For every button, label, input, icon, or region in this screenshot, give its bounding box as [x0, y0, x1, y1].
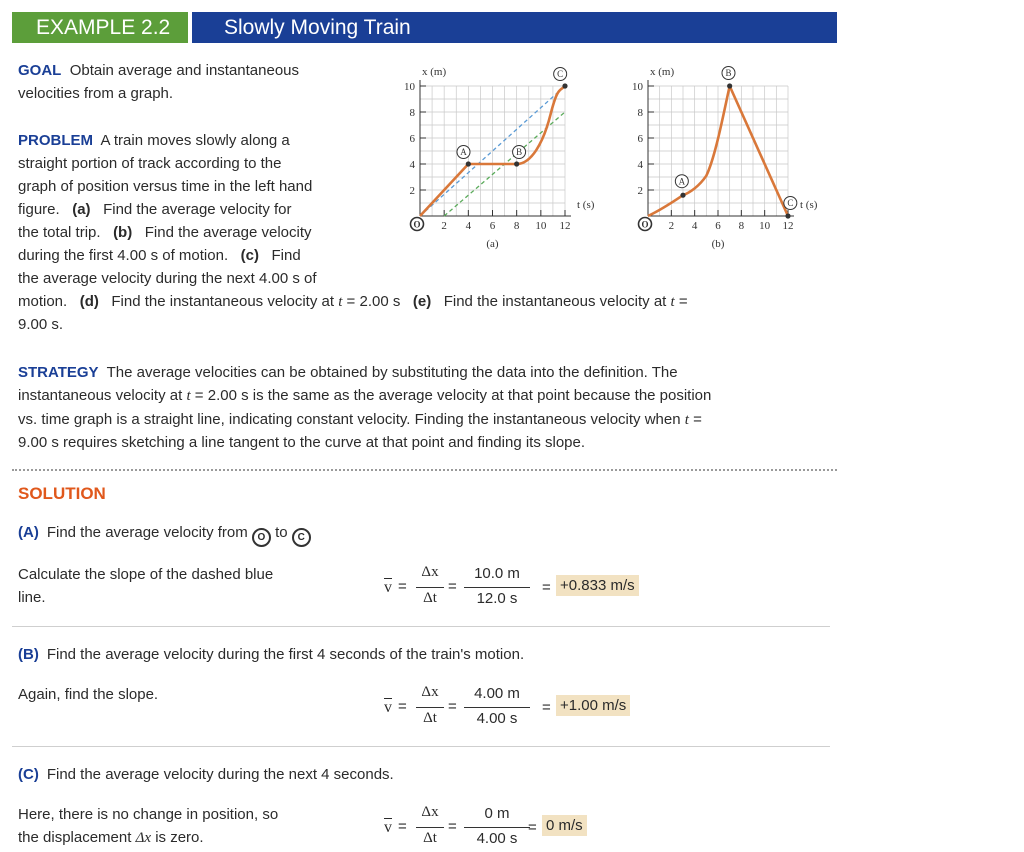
problem-line-4: figure. (a) Find the average velocity for: [18, 201, 292, 218]
point-c-dot: [562, 83, 567, 88]
point-a-dot: [680, 193, 685, 198]
x-tick-label: 4: [691, 220, 698, 232]
y-tick-label: 6: [637, 133, 643, 145]
origin-label: O: [641, 219, 649, 230]
x-tick-label: 10: [759, 220, 771, 232]
y-tick-label: 4: [637, 159, 643, 171]
x-tick-label: 2: [668, 220, 675, 232]
part-a-heading: (A) Find the average velocity from O to C: [18, 524, 311, 547]
y-tick-label: 8: [409, 107, 415, 119]
x-tick-label: 12: [782, 220, 794, 232]
x-tick-label: 2: [441, 220, 447, 232]
y-axis-label: x (m): [422, 66, 447, 78]
point-c-label: C: [557, 69, 564, 80]
x-tick-label: 8: [738, 220, 745, 232]
problem-line-8: motion. (d) Find the instantaneous velocity at t = 2.00 s (e) Find the instantaneous velocity at t =: [18, 293, 688, 310]
part-b-heading: (B) Find the average velocity during the first 4 seconds of the train's motion.: [18, 646, 525, 663]
x-tick-label: 10: [535, 220, 547, 232]
y-tick-label: 10: [404, 81, 415, 93]
part-b-equation: $\overline{v}$ = Δx Δt = 4.00 m 4.00 s = +1.00 m/s: [384, 682, 664, 734]
y-tick-label: 4: [409, 159, 415, 171]
x-tick-label: 6: [715, 220, 721, 232]
y-tick-label: 2: [409, 185, 415, 197]
part-a-equation: $\overline{v}$ = Δx Δt = 10.0 m 12.0 s = +0.833 m/s: [384, 562, 664, 614]
strategy-line-3: vs. time graph is a straight line, indicating constant velocity. Finding the instantaneous velocity when t =: [18, 411, 702, 428]
section-divider: [12, 469, 837, 471]
part-c-desc-2: the displacement Δx is zero.: [18, 829, 204, 846]
point-b-dot: [727, 83, 732, 88]
x-tick-label: 12: [559, 220, 571, 232]
goal-line-1: GOAL Obtain average and instantaneous: [18, 62, 300, 79]
problem-line-5: the total trip. (b) Find the average velocity: [18, 224, 312, 241]
point-c-icon: C: [292, 528, 311, 547]
part-a-desc-1: Calculate the slope of the dashed blue: [18, 566, 274, 583]
chart-caption: (b): [711, 238, 725, 250]
position-time-graph-a: [380, 55, 612, 265]
problem-line-3: graph of position versus time in the left hand: [18, 178, 313, 195]
goal-line-2: velocities from a graph.: [18, 85, 174, 102]
strategy-line-4: 9.00 s requires sketching a line tangent to the curve at that point and finding its slope.: [18, 434, 586, 451]
example-number: EXAMPLE 2.2: [36, 16, 171, 39]
y-tick-label: 6: [409, 133, 415, 145]
part-c-equation: $\overline{v}$ = Δx Δt = 0 m 4.00 s = 0 m/s: [384, 802, 664, 852]
point-a-label: A: [678, 176, 686, 187]
point-b-label: B: [725, 68, 732, 79]
x-axis-label: t (s): [800, 199, 818, 211]
origin-label: O: [413, 219, 421, 230]
x-axis-label: t (s): [577, 199, 595, 211]
part-c-result: 0 m/s: [542, 815, 587, 836]
solution-heading: SOLUTION: [18, 484, 106, 503]
position-time-graph-b: [608, 55, 828, 265]
chart-caption: (a): [486, 238, 499, 250]
point-a-dot: [466, 161, 471, 166]
y-tick-label: 2: [637, 185, 643, 197]
strategy-line-2: instantaneous velocity at t = 2.00 s is the same as the average velocity at that point because the position: [18, 387, 712, 404]
problem-label: PROBLEM: [18, 132, 93, 149]
x-tick-label: 6: [489, 220, 496, 232]
y-tick-label: 10: [632, 81, 643, 93]
example-title: Slowly Moving Train: [224, 16, 411, 39]
strategy-line-1: STRATEGY The average velocities can be obtained by substituting the data into the definition. The: [18, 364, 678, 381]
part-b-result: +1.00 m/s: [556, 695, 630, 716]
problem-line-7: the average velocity during the next 4.00 s of: [18, 270, 317, 287]
strategy-label: STRATEGY: [18, 364, 99, 381]
problem-line-6: during the first 4.00 s of motion. (c) Find: [18, 247, 301, 264]
part-c-heading: (C) Find the average velocity during the next 4 seconds.: [18, 766, 394, 783]
problem-line-1: PROBLEM A train moves slowly along a: [18, 132, 290, 149]
x-tick-label: 4: [465, 220, 472, 232]
point-b-dot: [514, 161, 519, 166]
point-o-icon: O: [252, 528, 271, 547]
point-c-label: C: [787, 198, 794, 209]
y-tick-label: 8: [637, 107, 643, 119]
part-a-result: +0.833 m/s: [556, 575, 639, 596]
problem-line-9: 9.00 s.: [18, 316, 64, 333]
point-a-label: A: [460, 147, 467, 158]
x-tick-label: 8: [513, 220, 520, 232]
part-a-desc-2: line.: [18, 589, 46, 606]
point-b-label: B: [516, 147, 523, 158]
part-b-desc: Again, find the slope.: [18, 686, 159, 703]
part-c-desc-1: Here, there is no change in position, so: [18, 806, 279, 823]
goal-label: GOAL: [18, 62, 62, 79]
y-axis-label: x (m): [650, 66, 675, 78]
problem-line-2: straight portion of track according to the: [18, 155, 282, 172]
point-c-dot: [785, 213, 790, 218]
